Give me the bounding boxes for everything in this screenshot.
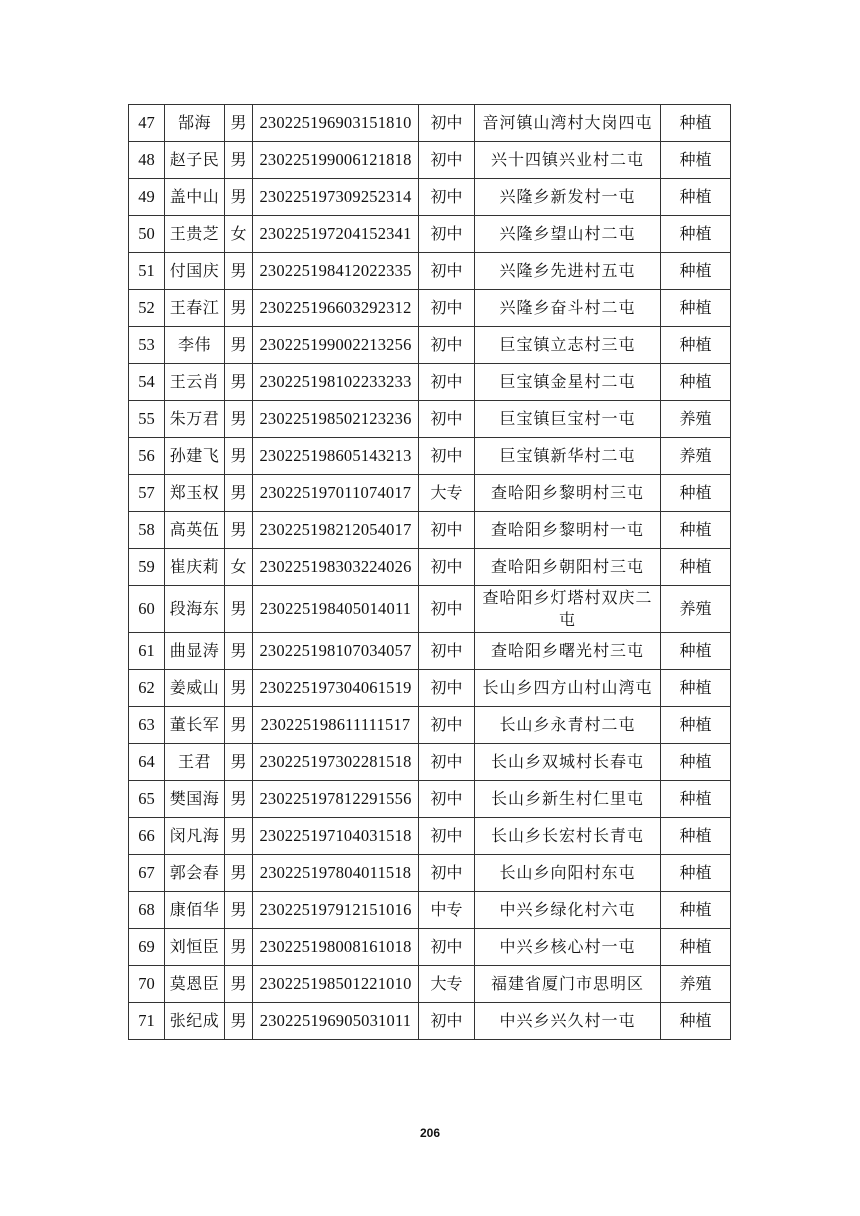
- cell-sex: 男: [225, 179, 253, 216]
- cell-id-number: 230225197804011518: [253, 855, 419, 892]
- table-row: [129, 401, 731, 438]
- cell-id-number: 230225198405014011: [253, 586, 419, 633]
- cell-education: 初中: [419, 707, 475, 744]
- cell-education: 初中: [419, 512, 475, 549]
- cell-id-number: 230225197912151016: [253, 892, 419, 929]
- cell-sex: 男: [225, 744, 253, 781]
- cell-id-number: 230225198107034057: [253, 633, 419, 670]
- cell-sex: 女: [225, 549, 253, 586]
- roster-table-body: [129, 105, 731, 1040]
- cell-name: 曲显涛: [165, 633, 225, 670]
- cell-id-number: 230225198501221010: [253, 966, 419, 1003]
- cell-sequence: 71: [129, 1003, 165, 1040]
- cell-address: 查哈阳乡黎明村三屯: [475, 475, 661, 512]
- cell-occupation: 种植: [661, 290, 731, 327]
- cell-id-number: 230225197812291556: [253, 781, 419, 818]
- cell-id-number: 230225197204152341: [253, 216, 419, 253]
- cell-education: 初中: [419, 586, 475, 633]
- cell-education: 初中: [419, 179, 475, 216]
- table-row: [129, 105, 731, 142]
- cell-name: 董长军: [165, 707, 225, 744]
- cell-address: 查哈阳乡灯塔村双庆二屯: [475, 586, 661, 633]
- cell-education: 初中: [419, 327, 475, 364]
- cell-education: 初中: [419, 142, 475, 179]
- cell-id-number: 230225197011074017: [253, 475, 419, 512]
- cell-address: 兴十四镇兴业村二屯: [475, 142, 661, 179]
- cell-sequence: 57: [129, 475, 165, 512]
- cell-sequence: 60: [129, 586, 165, 633]
- cell-sex: 男: [225, 1003, 253, 1040]
- cell-sequence: 66: [129, 818, 165, 855]
- table-row: [129, 1003, 731, 1040]
- cell-occupation: 种植: [661, 781, 731, 818]
- cell-sequence: 54: [129, 364, 165, 401]
- table-row: [129, 966, 731, 1003]
- cell-education: 初中: [419, 364, 475, 401]
- cell-sequence: 70: [129, 966, 165, 1003]
- cell-occupation: 种植: [661, 929, 731, 966]
- cell-sequence: 62: [129, 670, 165, 707]
- cell-id-number: 230225197302281518: [253, 744, 419, 781]
- cell-occupation: 种植: [661, 707, 731, 744]
- table-row: [129, 818, 731, 855]
- cell-id-number: 230225198611111517: [253, 707, 419, 744]
- cell-sex: 男: [225, 781, 253, 818]
- cell-sequence: 56: [129, 438, 165, 475]
- cell-sex: 男: [225, 105, 253, 142]
- table-row: [129, 438, 731, 475]
- cell-address: 兴隆乡新发村一屯: [475, 179, 661, 216]
- cell-sequence: 52: [129, 290, 165, 327]
- cell-sequence: 59: [129, 549, 165, 586]
- cell-id-number: 230225198412022335: [253, 253, 419, 290]
- cell-sex: 男: [225, 892, 253, 929]
- cell-address: 巨宝镇巨宝村一屯: [475, 401, 661, 438]
- page-number: 206: [419, 1126, 441, 1140]
- cell-id-number: 230225196905031011: [253, 1003, 419, 1040]
- table-row: [129, 892, 731, 929]
- table-row: [129, 216, 731, 253]
- cell-name: 王君: [165, 744, 225, 781]
- table-row: [129, 586, 731, 633]
- cell-id-number: 230225198502123236: [253, 401, 419, 438]
- cell-sequence: 49: [129, 179, 165, 216]
- cell-occupation: 种植: [661, 105, 731, 142]
- cell-sex: 男: [225, 855, 253, 892]
- table-row: [129, 549, 731, 586]
- cell-address: 长山乡永青村二屯: [475, 707, 661, 744]
- cell-address: 巨宝镇新华村二屯: [475, 438, 661, 475]
- cell-name: 闵凡海: [165, 818, 225, 855]
- cell-education: 初中: [419, 253, 475, 290]
- cell-address: 查哈阳乡曙光村三屯: [475, 633, 661, 670]
- cell-sex: 男: [225, 818, 253, 855]
- cell-id-number: 230225196603292312: [253, 290, 419, 327]
- cell-sequence: 55: [129, 401, 165, 438]
- cell-address: 长山乡双城村长春屯: [475, 744, 661, 781]
- cell-id-number: 230225197309252314: [253, 179, 419, 216]
- table-row: [129, 707, 731, 744]
- cell-name: 樊国海: [165, 781, 225, 818]
- cell-occupation: 种植: [661, 744, 731, 781]
- cell-education: 初中: [419, 401, 475, 438]
- cell-name: 王云肖: [165, 364, 225, 401]
- cell-sex: 男: [225, 253, 253, 290]
- cell-address: 兴隆乡望山村二屯: [475, 216, 661, 253]
- cell-education: 初中: [419, 549, 475, 586]
- cell-occupation: 种植: [661, 327, 731, 364]
- cell-education: 初中: [419, 818, 475, 855]
- cell-name: 姜威山: [165, 670, 225, 707]
- cell-occupation: 种植: [661, 142, 731, 179]
- cell-address: 长山乡向阳村东屯: [475, 855, 661, 892]
- cell-sex: 男: [225, 586, 253, 633]
- cell-id-number: 230225198212054017: [253, 512, 419, 549]
- cell-occupation: 种植: [661, 179, 731, 216]
- cell-address: 长山乡新生村仁里屯: [475, 781, 661, 818]
- cell-sequence: 51: [129, 253, 165, 290]
- cell-sequence: 50: [129, 216, 165, 253]
- cell-occupation: 种植: [661, 855, 731, 892]
- cell-name: 盖中山: [165, 179, 225, 216]
- cell-sex: 女: [225, 216, 253, 253]
- cell-education: 大专: [419, 966, 475, 1003]
- cell-name: 朱万君: [165, 401, 225, 438]
- cell-education: 初中: [419, 1003, 475, 1040]
- cell-address: 音河镇山湾村大岗四屯: [475, 105, 661, 142]
- cell-education: 大专: [419, 475, 475, 512]
- cell-sequence: 65: [129, 781, 165, 818]
- cell-sequence: 47: [129, 105, 165, 142]
- cell-sequence: 64: [129, 744, 165, 781]
- cell-address: 福建省厦门市思明区: [475, 966, 661, 1003]
- table-row: [129, 633, 731, 670]
- cell-address: 巨宝镇金星村二屯: [475, 364, 661, 401]
- cell-sequence: 48: [129, 142, 165, 179]
- cell-sequence: 61: [129, 633, 165, 670]
- cell-name: 段海东: [165, 586, 225, 633]
- cell-id-number: 230225198605143213: [253, 438, 419, 475]
- cell-occupation: 种植: [661, 216, 731, 253]
- cell-name: 王春江: [165, 290, 225, 327]
- cell-education: 初中: [419, 216, 475, 253]
- cell-occupation: 养殖: [661, 966, 731, 1003]
- cell-occupation: 种植: [661, 549, 731, 586]
- table-row: [129, 290, 731, 327]
- cell-sex: 男: [225, 401, 253, 438]
- cell-sex: 男: [225, 929, 253, 966]
- cell-education: 初中: [419, 929, 475, 966]
- table-row: [129, 670, 731, 707]
- cell-id-number: 230225198303224026: [253, 549, 419, 586]
- cell-education: 初中: [419, 633, 475, 670]
- cell-sex: 男: [225, 475, 253, 512]
- cell-address: 中兴乡兴久村一屯: [475, 1003, 661, 1040]
- table-row: [129, 929, 731, 966]
- cell-address: 巨宝镇立志村三屯: [475, 327, 661, 364]
- cell-address: 兴隆乡奋斗村二屯: [475, 290, 661, 327]
- cell-education: 初中: [419, 744, 475, 781]
- cell-sex: 男: [225, 966, 253, 1003]
- cell-sex: 男: [225, 327, 253, 364]
- cell-occupation: 种植: [661, 364, 731, 401]
- cell-education: 初中: [419, 290, 475, 327]
- cell-occupation: 种植: [661, 670, 731, 707]
- cell-sequence: 58: [129, 512, 165, 549]
- cell-id-number: 230225199002213256: [253, 327, 419, 364]
- table-row: [129, 142, 731, 179]
- cell-name: 王贵芝: [165, 216, 225, 253]
- table-row: [129, 327, 731, 364]
- cell-name: 郜海: [165, 105, 225, 142]
- cell-sex: 男: [225, 512, 253, 549]
- cell-name: 赵子民: [165, 142, 225, 179]
- cell-sequence: 69: [129, 929, 165, 966]
- cell-education: 初中: [419, 670, 475, 707]
- cell-occupation: 种植: [661, 892, 731, 929]
- cell-name: 郑玉权: [165, 475, 225, 512]
- cell-occupation: 养殖: [661, 401, 731, 438]
- cell-name: 张纪成: [165, 1003, 225, 1040]
- table-row: [129, 744, 731, 781]
- table-row: [129, 781, 731, 818]
- cell-occupation: 种植: [661, 633, 731, 670]
- cell-sex: 男: [225, 670, 253, 707]
- cell-name: 高英伍: [165, 512, 225, 549]
- cell-name: 孙建飞: [165, 438, 225, 475]
- cell-name: 李伟: [165, 327, 225, 364]
- cell-id-number: 230225197104031518: [253, 818, 419, 855]
- cell-sex: 男: [225, 142, 253, 179]
- cell-sequence: 53: [129, 327, 165, 364]
- cell-address: 查哈阳乡黎明村一屯: [475, 512, 661, 549]
- cell-occupation: 养殖: [661, 438, 731, 475]
- cell-occupation: 种植: [661, 818, 731, 855]
- cell-address: 长山乡四方山村山湾屯: [475, 670, 661, 707]
- cell-address: 长山乡长宏村长青屯: [475, 818, 661, 855]
- cell-id-number: 230225197304061519: [253, 670, 419, 707]
- cell-address: 中兴乡核心村一屯: [475, 929, 661, 966]
- table-row: [129, 512, 731, 549]
- cell-occupation: 种植: [661, 1003, 731, 1040]
- cell-sex: 男: [225, 633, 253, 670]
- cell-address: 中兴乡绿化村六屯: [475, 892, 661, 929]
- cell-name: 莫恩臣: [165, 966, 225, 1003]
- cell-occupation: 种植: [661, 475, 731, 512]
- table-row: [129, 253, 731, 290]
- cell-education: 中专: [419, 892, 475, 929]
- cell-education: 初中: [419, 781, 475, 818]
- cell-sex: 男: [225, 707, 253, 744]
- cell-address: 查哈阳乡朝阳村三屯: [475, 549, 661, 586]
- table-row: [129, 364, 731, 401]
- cell-id-number: 230225196903151810: [253, 105, 419, 142]
- table-row: [129, 855, 731, 892]
- cell-id-number: 230225199006121818: [253, 142, 419, 179]
- cell-education: 初中: [419, 855, 475, 892]
- cell-occupation: 种植: [661, 512, 731, 549]
- cell-education: 初中: [419, 438, 475, 475]
- cell-sex: 男: [225, 364, 253, 401]
- cell-sequence: 68: [129, 892, 165, 929]
- cell-sequence: 63: [129, 707, 165, 744]
- roster-table: [128, 104, 731, 1040]
- cell-sex: 男: [225, 290, 253, 327]
- cell-sex: 男: [225, 438, 253, 475]
- cell-name: 康佰华: [165, 892, 225, 929]
- cell-education: 初中: [419, 105, 475, 142]
- table-row: [129, 475, 731, 512]
- cell-name: 刘恒臣: [165, 929, 225, 966]
- cell-id-number: 230225198102233233: [253, 364, 419, 401]
- cell-sequence: 67: [129, 855, 165, 892]
- cell-occupation: 养殖: [661, 586, 731, 633]
- cell-name: 付国庆: [165, 253, 225, 290]
- cell-address: 兴隆乡先进村五屯: [475, 253, 661, 290]
- cell-name: 郭会春: [165, 855, 225, 892]
- cell-occupation: 种植: [661, 253, 731, 290]
- cell-name: 崔庆莉: [165, 549, 225, 586]
- cell-id-number: 230225198008161018: [253, 929, 419, 966]
- table-row: [129, 179, 731, 216]
